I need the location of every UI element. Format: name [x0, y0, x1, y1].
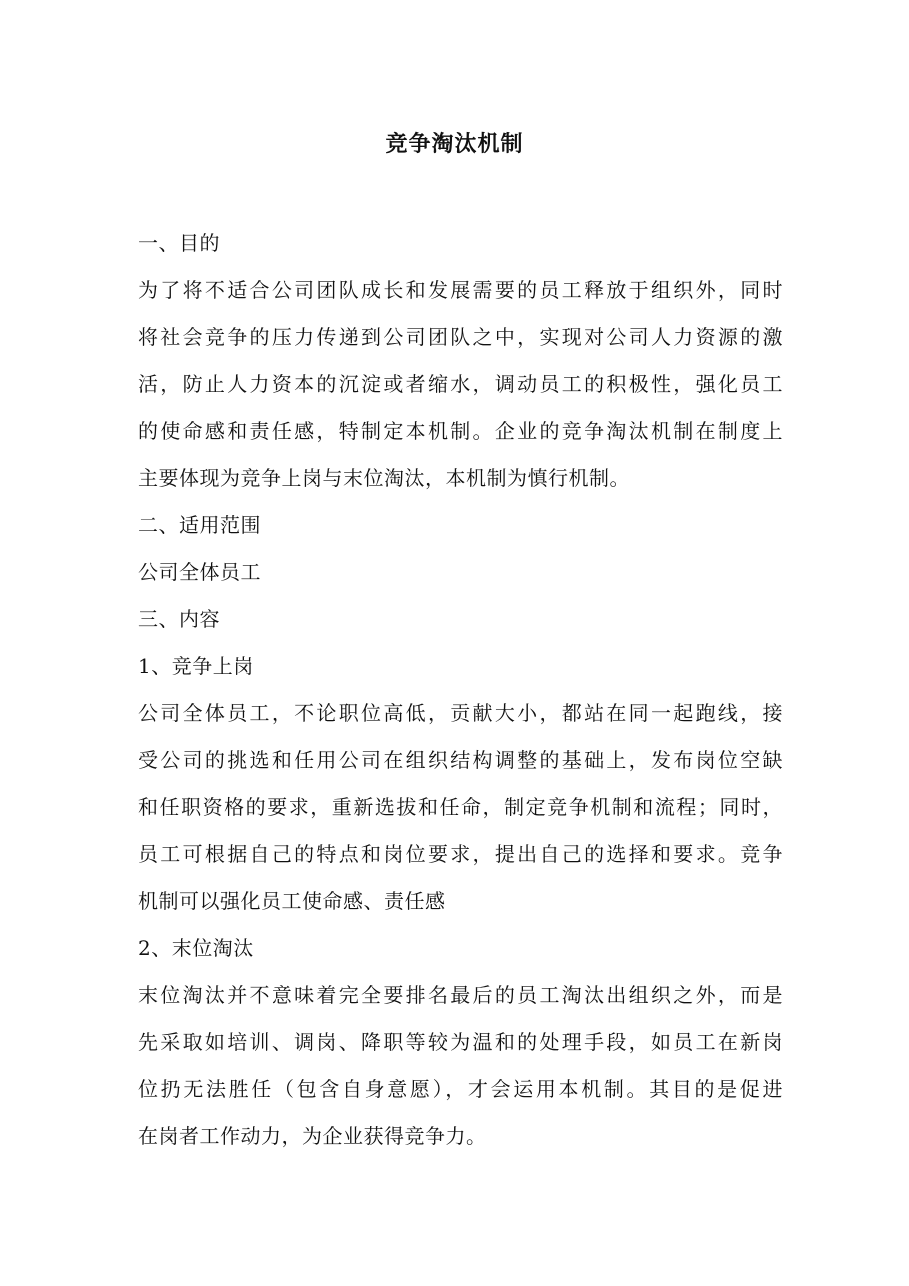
- subsection-heading-competition: 1、竞争上岗: [138, 654, 254, 678]
- section-heading-content: 三、内容: [138, 607, 220, 631]
- paragraph-line: 在岗者工作动力，为企业获得竞争力。: [138, 1124, 487, 1148]
- paragraph-line: 机制可以强化员工使命感、责任感: [138, 889, 446, 913]
- document-body: [138, 220, 783, 1160]
- subsection-heading-elimination: 2、末位淘汰: [138, 936, 254, 960]
- section-heading-purpose: 一、目的: [138, 231, 220, 255]
- paragraph-line: 的使命感和责任感，特制定本机制。企业的竞争淘汰机制在制度上: [138, 419, 783, 443]
- paragraph-line: 活，防止人力资本的沉淀或者缩水，调动员工的积极性，强化员工: [138, 372, 783, 396]
- paragraph-line: 受公司的挑选和任用公司在组织结构调整的基础上，发布岗位空缺: [138, 748, 783, 772]
- paragraph-line: 为了将不适合公司团队成长和发展需要的员工释放于组织外，同时: [138, 278, 783, 302]
- paragraph-line: 先采取如培训、调岗、降职等较为温和的处理手段，如员工在新岗: [138, 1030, 783, 1054]
- paragraph-line: 位扔无法胜任（包含自身意愿），才会运用本机制。其目的是促进: [138, 1077, 783, 1101]
- paragraph-line: 末位淘汰并不意味着完全要排名最后的员工淘汰出组织之外，而是: [138, 983, 783, 1007]
- paragraph-line: 员工可根据自己的特点和岗位要求，提出自己的选择和要求。竞争: [138, 842, 783, 866]
- section-heading-scope: 二、适用范围: [138, 513, 261, 537]
- paragraph-line: 公司全体员工，不论职位高低，贡献大小，都站在同一起跑线，接: [138, 701, 783, 725]
- paragraph-line: 和任职资格的要求，重新选拔和任命，制定竞争机制和流程；同时，: [138, 795, 783, 819]
- document-title: 竞争淘汰机制: [385, 131, 524, 157]
- paragraph-line: 将社会竞争的压力传递到公司团队之中，实现对公司人力资源的激: [138, 325, 783, 349]
- paragraph-line: 主要体现为竞争上岗与末位淘汰，本机制为慎行机制。: [138, 466, 630, 490]
- paragraph-line: 公司全体员工: [138, 560, 261, 584]
